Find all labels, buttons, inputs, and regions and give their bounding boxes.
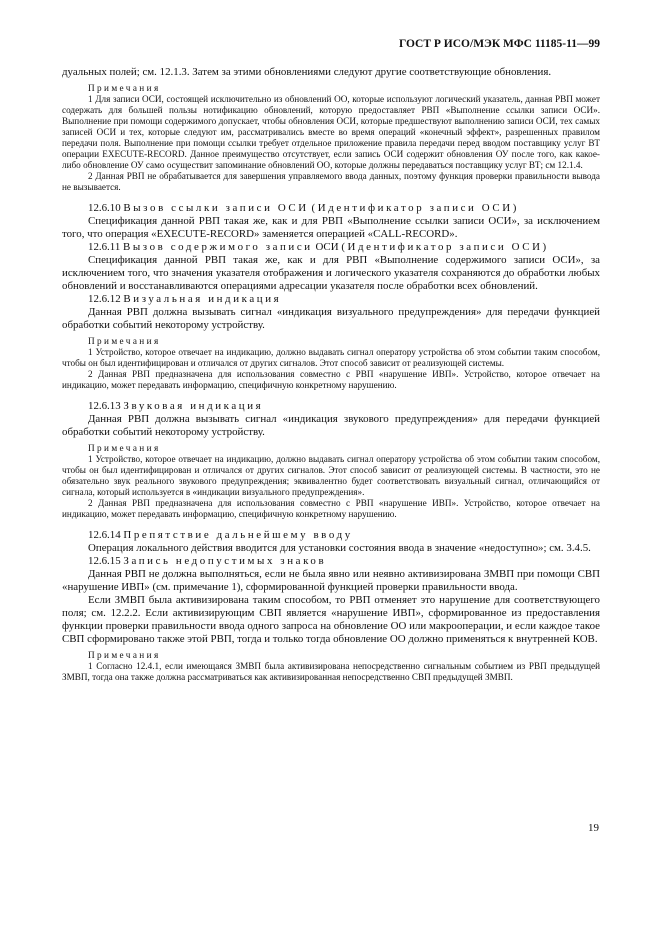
notes-heading: Примечания [88, 443, 161, 453]
section-12-6-15-text-1: Данная РВП не должна выполняться, если не была явно или неявно активизирована ЗМВП при помощи СВП «нарушение ИВП» (см. примечание 1), сформированной функцией проверки правильности ввода. [62, 568, 600, 593]
note-12-6-13-2: 2 Данная РВП предназначена для использования совместно с РВП «нарушение ИВП». Устройство, которое отвечает на индикацию, может передавать информацию, специфичную конкретному нарушению. [62, 498, 600, 519]
intro-paragraph: дуальных полей; см. 12.1.3. Затем за этими обновлениями следуют другие соответствующие обновления. [62, 66, 552, 78]
section-title: Звуковая индикация [123, 400, 264, 412]
section-12-6-10-text: Спецификация данной РВП такая же, как и для РВП «Выполнение ссылки записи ОСИ», за исключением того, что операция «EXECUTE-RECORD» заменяется операцией «CALL-RECORD». [62, 215, 600, 240]
standard-header: ГОСТ Р ИСО/МЭК МФС 11185-11—99 [398, 38, 600, 50]
section-number: 12.6.13 [88, 400, 121, 412]
note-12-6-12-2: 2 Данная РВП предназначена для использования совместно с РВП «нарушение ИВП». Устройство, которое отвечает на индикацию, может передавать информацию, специфичную конкретному нарушению. [62, 369, 600, 390]
section-12-6-13-heading [62, 400, 600, 413]
section-number: 12.6.12 [88, 293, 121, 305]
section-12-6-14-heading [62, 529, 600, 542]
page-number: 19 [588, 822, 599, 834]
section-subtitle: (Идентификатор записи ОСИ) [311, 202, 519, 214]
notes-heading: Примечания [88, 336, 161, 346]
section-number: 12.6.11 [88, 241, 121, 253]
section-12-6-12-heading [62, 293, 600, 306]
section-12-6-12-text: Данная РВП должна вызывать сигнал «индикация визуального предупреждения» для передачи функцией обработки событий некоторому устройству. [62, 306, 600, 331]
section-title: Запись недопустимых знаков [123, 555, 327, 567]
section-12-6-10-heading [62, 202, 600, 215]
section-12-6-11-heading [62, 241, 600, 254]
note-12-6-13-1: 1 Устройство, которое отвечает на индикацию, должно выдавать сигнал оператору устройства об этом событии таким способом, чтобы он был идентифицирован и отличался от других сигналов. Этот способ зависит от реализующей системы. В частности, это не обязательно звук реального звукового предупреждения; эквивалентно будет соответствовать визуальный сигнал, отличающийся от сигнала, который используется в «индикации визуального предупреждения». [62, 454, 600, 497]
section-12-6-15-text-2: Если ЗМВП была активизирована таким способом, то РВП отменяет это нарушение для соответствующего поля; см. 12.2.2. Если активизирующим СВП является «нарушение ИВП», сформированное из предоставления функции проверки правильности ввода одного запроса на обновление ОО или макрооперации, и если каждое такое СВП сформировано также этой РВП, тогда и только тогда обновление ОО должно применяться к внутренней КОВ. [62, 594, 600, 645]
note-12-6-15-1: 1 Согласно 12.4.1, если имеющаяся ЗМВП была активизирована непосредственно сигнальным событием из РВП предыдущей ЗМВП, тогда она также должна рассматриваться как активизированная непосредственно СВП предыдущей ЗМВП. [62, 661, 600, 682]
note-12-6-12-1: 1 Устройство, которое отвечает на индикацию, должно выдавать сигнал оператору устройства об этом событии таким способом, чтобы он был идентифицирован и отличался от других сигналов. Этот способ зависит от реализующей системы. [62, 347, 600, 368]
notes-heading: Примечания [88, 83, 161, 93]
section-title: Препятствие дальнейшему вводу [123, 529, 353, 541]
note-a2: 2 Данная РВП не обрабатывается для завершения управляемого ввода данных, поэтому функция проверки правильности вывода не вызывается. [62, 171, 600, 192]
section-12-6-14-text: Операция локального действия вводится для установки состояния ввода в значение «недоступно»; см. 3.4.5. [88, 542, 591, 554]
section-title-mid: ОСИ [315, 241, 339, 253]
section-12-6-13-text: Данная РВП должна вызывать сигнал «индикация звукового предупреждения» для передачи функцией обработки событий некоторому устройству. [62, 413, 600, 438]
section-title: Визуальная индикация [123, 293, 282, 305]
section-title: Вызов содержимого записи [123, 241, 313, 253]
section-12-6-15-heading [62, 555, 600, 568]
section-number: 12.6.14 [88, 529, 121, 541]
section-title: Вызов ссылки записи ОСИ [123, 202, 309, 214]
section-12-6-11-text: Спецификация данной РВП такая же, как и для РВП «Выполнение содержимого записи ОСИ», за исключением того, что значения указателя отображения и логического указателя сохраняются до обработки любых обновлений и восстанавливаются операциями адресации указателя после обработки всех обновлений. [62, 254, 600, 292]
section-number: 12.6.15 [88, 555, 121, 567]
section-number: 12.6.10 [88, 202, 121, 214]
section-subtitle: (Идентификатор записи ОСИ) [341, 241, 549, 253]
note-a1: 1 Для записи ОСИ, состоящей исключительно из обновлений ОО, которые используют логический указатель, данная РВП может содержать для большей пользы нотификацию обновлений, которую предоставляет РВП «Выполнение ссылки записи ОСИ». Выполнение при помощи содержимого допускает, чтобы обновления ОСИ, которые предшествуют выполнению записи ОСИ, тех самых записей ОСИ и тех, которые следуют им, рассматривались вместе во время операций «конечный эффект», разрешенных правилом передачи поля. Выполнение при помощи ссылки требует отдельное приложение правила передачи перед вводом поставщику услуг ВТ операции EXECUTE-RECORD. Данное преимущество отсутствует, если запись ОСИ содержит обновления ОУ после того, как какое-либо обновление ОУ само осуществит запоминание обновлений ОО, которые должны передаваться поставщику услуг ВТ; см 12.1.4. [62, 94, 600, 170]
document-page [62, 38, 600, 683]
notes-heading: Примечания [88, 650, 161, 660]
